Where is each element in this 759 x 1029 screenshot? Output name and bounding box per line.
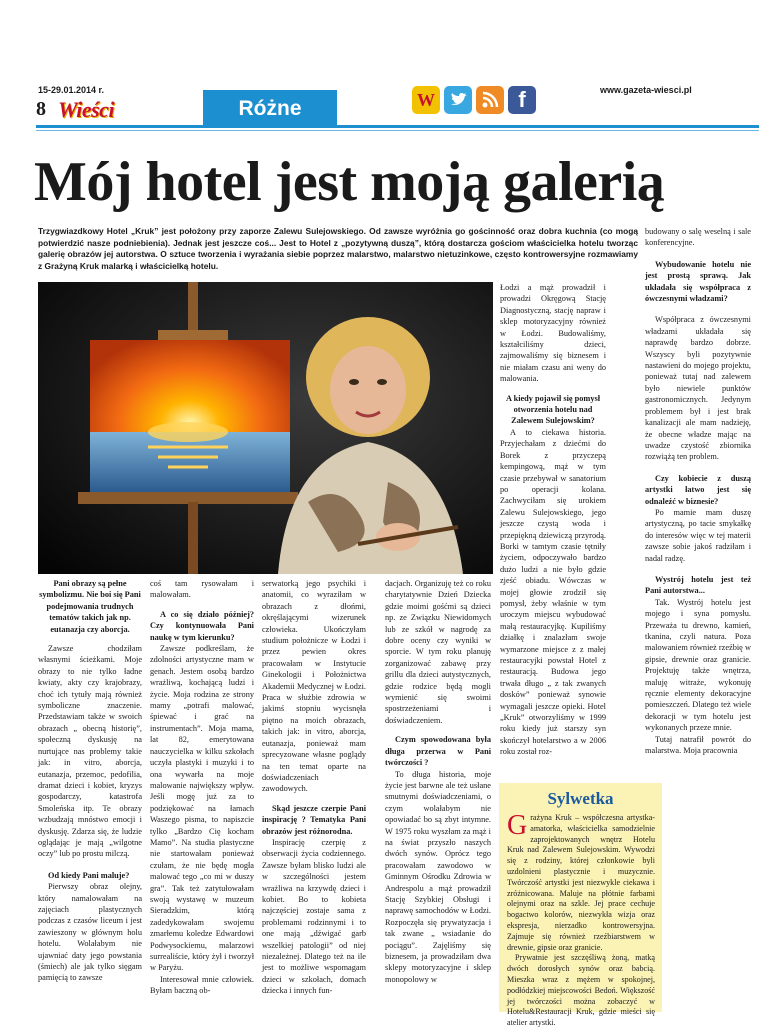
paragraph: Pierwszy obraz olejny, który namalowałam na zajęciach plastycznych podczas z czasów liceum i jest zawieszony w głównym holu hotelu. Wolałabym nie ujawniać daty jego powstania (śmiech) ale jak tylko sięgam pamięcią to zawsze (38, 882, 142, 983)
rss-icon[interactable] (476, 86, 504, 114)
twitter-icon[interactable] (444, 86, 472, 114)
paragraph: coś tam rysowałam i malowałam. (150, 579, 254, 600)
question: A co się działo później? Czy kontynuowała Pani naukę w tym kierunku? (150, 609, 254, 642)
paragraph: Łodzi a mąż prowadził i prowadzi Okręgową Stację Diagnostyczną, stację napraw i sklep motoryzacyjny również w Łodzi. Budowaliśmy, kształciliśmy dzieci, zajmowaliśmy się biznesem i nie miałam czasu ani weny do malowania. (500, 283, 606, 384)
header-rule-thin (36, 130, 759, 131)
column-1 (38, 578, 142, 984)
paragraph: Tak. Wystrój hotelu jest mojego i syna pomysłu. Przeważa tu drewno, kamień, tkanina, czyli natura. Poza malowaniem również rzeźbię w gipsie, drewnie oraz granicie. Projektuję także wnętrza, maluję witraże, wykonuję ręcznie elementy dekoracyjne pomieszczeń. Dlatego też wiele dekoracji w tym hotelu jest wykonanych przeze mnie. (645, 597, 751, 733)
social-icons (412, 86, 536, 116)
page-number: 8 (36, 98, 46, 120)
paragraph: Zawsze podkreślam, że zdolności artystyczne mam w genach. Jestem osobą bardzo wrażliwą, kochającą ludzi i życie. Moja rodzina ze strony mamy „potrafi malować, śpiewać i grać na instrumentach”. Moja mama, lat 82, emerytowana nauczycielka w kilku szkołach uczyła plastyki i muzyki i to ona wywarła na moje malowanie największy wpływ. Jeśli mogę już za to podziękować na łamach Waszego pisma, to napiszcie tylko „Bardzo Cię kocham Mamo”. Na studia plastyczne nie startowałam ponieważ czułam, że nie będę mogła malować tego „co mi w duszy gra”. Tak też zatytułowałam swoją wystawę w muzeum Sieradzkim, którą zadedykowałam swojemu zmarłemu koledze Edwardowi Podwysockiemu, malarzowi surrealiście, który żył i tworzył w Paryżu. (150, 644, 254, 973)
question: Wystrój hotelu jest też Pani autorstwa... (645, 574, 751, 596)
profile-box-text (507, 810, 655, 1029)
paragraph: rażyna Kruk – współczesna artystka-amatorka, właścicielka samodzielnie zaprojektowanych wnętrz Hotelu Kruk nad Zalewem Sulejowskim. Wywodzi się z rodziny, której członkowie byli uzdolnieni plastycznie i muzycznie. Twórczość artystki jest niezwykle ciekawa i zróżnicowana. Maluje na płótnie farbami olejnymi oraz na szkle. Jej prace cechuje bogactwo kolorów, niezwykła wizja oraz ekspresja, nierzadko kontrowersyjna. Zajmuje się również rzeźbiarstwem w drewnie, gipsie oraz granicie. (507, 813, 655, 952)
facebook-icon[interactable]: f (508, 86, 536, 114)
paragraph: Po mamie mam duszę artystyczną, po tacie smykałkę do interesów więc w tej materii zawsze sobie jakoś radziłam i nadal radzę. (645, 507, 751, 563)
column-2 (150, 578, 254, 997)
issue-date: 15-29.01.2014 r. (38, 85, 105, 95)
paragraph: Interesował mnie człowiek. Byłam baczną ob- (150, 974, 254, 996)
paragraph: budowany o salę weselną i sale konferencyjne. (645, 227, 751, 248)
column-5-top (645, 226, 751, 756)
wiesci-logo-icon[interactable]: W (412, 86, 440, 114)
paragraph: Tutaj natrafił powrót do malarstwa. Moja pracownia (645, 734, 751, 756)
website-url[interactable]: www.gazeta-wiesci.pl (600, 85, 692, 95)
section-label: Różne (203, 90, 337, 128)
paragraph: dacjach. Organizuję też co roku charytatywnie Dzień Dziecka gdzie moimi gośćmi są dzieci np. ze Związku Niewidomych lub ze szkół w nagrodę za dobre oceny czy wyniki w sporcie. W tym roku planuję zorganizować zabawę przy grillu dla dzieci autystycznych, gdzie rodzice będą mogli wymienić się swoimi spostrzeżeniami i doświadczeniem. (385, 579, 491, 725)
question: A kiedy pojawił się pomysł otworzenia hotelu nad Zalewem Sulejowskim? (505, 393, 601, 426)
paragraph: serwatorką jego psychiki i anatomii, co wyraziłam w obrazach z dłońmi, okręślającymi wizerunek człowieka. Ukończyłam studium położnicze w Łodzi i przez pewien okres pracowałam w Instytucie Ginekologii i Położnictwa Akademii Medycznej w Łodzi. Praca w służbie zdrowia w jakimś stopniu wycisnęła piętno na moich obrazach, takich jak: in vitro, aborcja, eutanazja, ponieważ mam sprecyzowane własne poglądy na ten temat oparte na doświadczeniach zawodowych. (262, 579, 366, 794)
question: Pani obrazy są pełne symbolizmu. Nie boi się Pani podejmowania trudnych tematów takich jak np. eutanazja czy aborcja. (39, 579, 141, 634)
column-3 (262, 578, 366, 997)
question: Od kiedy Pani maluje? (48, 870, 130, 880)
column-4-top (500, 282, 606, 758)
paragraph: A to ciekawa historia. Przyjechałam z dziećmi do Borek z przyczepą kempingową, mąż w tym czasie przebywał w sanatorium po operacji kolana. Zachwyciłam się urokiem Zalewu Sulejowskiego, jego jeszcze czystą woda i przepiękną dziewiczą przyrodą. Borki w tamtym czasie tętniły życiem, odpoczywało bardzo dużo ludzi a nie było gdzie zjeść obiadu. Wówczas w mojej głowie zrodził się pomysł, żeby właśnie w tym uroczym miejscu wybudować małą restauracyjkę. Kupiliśmy działkę i znalazłam swoje wymarzone miejsce z z małej restauracyjki powstał Hotel z restauracją. Budowa jego trwała długo „ z tak zwanych dosków” ponieważ synowie wymagali jeszcze opieki. Hotel „Kruk” otworzyliśmy w 1999 roku kiedy już starszy syn skończył hotelarstwo a w 2006 roku został roz- (500, 427, 606, 757)
header-rule (36, 125, 759, 128)
paragraph: To długa historia, moje życie jest barwne ale też usłane smutnymi doświadczeniami, o czym wolałabym nie opowiadać bo są zbyt intymne. W 1975 roku wyszłam za mąż i na świat przyszło naszych dwóch synów. Oprócz tego pracowałam zawodowo w Gminnym Ośrodku Zdrowia w Andrespolu a mąż prowadził Stację Szybkiej Obsługi i naprawę samochodów w Łodzi. Rozpoczęła się prywatyzacja i tak zwane „ wsiadanie do pociągu”. Zajęliśmy się biznesem, ja prowadziłam dwa sklepy motoryzacyjne i sklep monopolowy w (385, 769, 491, 984)
newspaper-logo: Wieści (58, 97, 115, 122)
question: Czym spowodowana była długa przerwa w Pani twórczości ? (385, 735, 491, 768)
profile-box (499, 783, 662, 1028)
column-4-bottom (385, 578, 491, 985)
question: Czy kobiecie z duszą artystki łatwo jest się odnaleźć w biznesie? (645, 473, 751, 506)
headline: Mój hotel jest moją galerią (34, 151, 665, 213)
question: Wybudowanie hotelu nie jest prostą sprawą. Jak układała się współpraca z ówczesnymi władzami? (645, 259, 751, 304)
article-lead: Trzygwiazdkowy Hotel „Kruk” jest położony przy zaporze Zalewu Sulejowskiego. Od zawsze wyróżnia go gościnność oraz dobra kuchnia (co mogą potwierdzić nasze podniebienia). Jednak jest jeszcze coś... Jest to Hotel z „pozytywną duszą”, którą dostarcza gościom właścicielka hotelu tworząc galerię obrazów jej autorstwa. O sztuce tworzenia i wyrażania siebie poprzez malarstwo, malarstwo nietuzinkowe, często kontrowersyjne rozmawiamy z Grażyną Kruk malarką i właścicielką hotelu. (38, 226, 638, 271)
question: Skąd jeszcze czerpie Pani inspirację ? Tematyka Pani obrazów jest różnorodna. (262, 803, 366, 836)
paragraph: Prywatnie jest szczęśliwą żoną, matką dwóch dorosłych synów oraz babcią. Mieszka wraz z mężem w spokojnej, podłódzkiej miejscowości Bedoń. Większość jej twórczości można zobaczyć w Hotelu&Restauracji Kruk, gdzie mieści się atelier artystki. (507, 953, 655, 1028)
profile-box-title: Sylwetka (547, 789, 614, 808)
artist-photo (38, 282, 493, 574)
drop-cap: G (507, 810, 528, 841)
paragraph: Zawsze chodziłam własnymi ścieżkami. Moje obrazy to nie tylko ładne kwiaty, akty czy krajobrazy, choć ich tytuły mają również symboliczne znaczenie. Przedstawiam także w swoich obrazach „ obecną historię”, społeczną dyskusję na nurtujące nas problemy takie jak: in vitro, aborcja, eutanazja, przemoc, pedofilia, dramat dzieci i kobiet, kryzys gospodarczy, katastrofa Smoleńska itp. Te obrazy wzbudzają mnóstwo emocji i dyskusję. Zdarza się, że ludzie oglądając je mają „wilgotne oczy” lub po prostu milczą. (38, 644, 142, 859)
paragraph: Inspirację czerpię z obserwacji życia codziennego. Zawsze byłam blisko ludzi ale w szczególności jestem wrażliwa na krzywdę dzieci i kobiet. Bo to kobieta najczęściej zostaje sama z problemami rodzinnymi i to one mają „dźwigać garb wszelkiej patologii” od niej niezależnej. Dlatego też na ile jest to możliwe wspomagam dzieci w szkołach, domach dziecka i innych fun- (262, 837, 366, 996)
paragraph: Współpraca z ówczesnymi władzami układała się naprawdę bardzo dobrze. Wszyscy byli pozytywnie nastawieni do mojego projektu, ponieważ tutaj nad zalewem było niewiele punktów gastronomicznych. Jedynym problemem był i jest brak kanalizacji ale mam nadzieję, że obecne władze mając na uwadze czystość zbiornika rozwiążą ten problem. (645, 315, 751, 462)
